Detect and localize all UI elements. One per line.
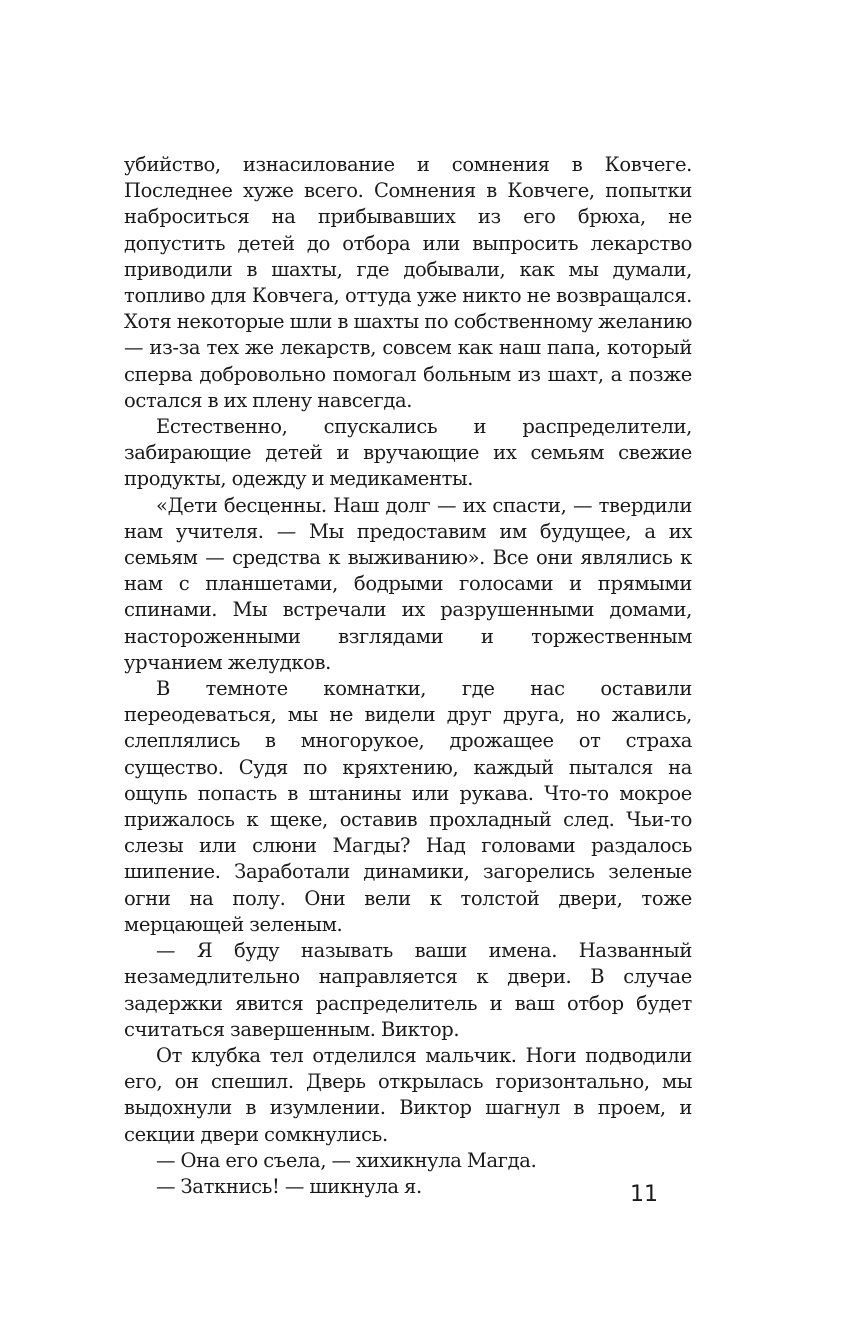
paragraph: — Она его съела, — хихикнула Магда. bbox=[156, 1148, 537, 1172]
paragraph: От клубка тел отделился мальчик. Ноги подводили его, он спешил. Дверь открылась горизонтально, мы выдохнули в изумлении. Виктор шагнул в проем, и секции двери сомкнулись. bbox=[124, 1043, 692, 1146]
paragraph: В темноте комнатки, где нас оставили переодеваться, мы не видели друг друга, но жались, слеплялись в многорукое, дрожащее от страха существо. Судя по кряхтению, каждый пытался на ощупь попасть в штанины или рукава. Что-то мокрое прижалось к щеке, оставив прохладный след. Чьи-то слезы или слюни Магды? Над головами раздалось шипение. Заработали динамики, загорелись зеленые огни на полу. Они вели к толстой двери, тоже мерцающей зеленым. bbox=[124, 677, 692, 936]
paragraph: Естественно, спускались и распределители, забирающие детей и вручающие их семьям свежие продукты, одежду и медикаменты. bbox=[124, 415, 692, 491]
paragraph: убийство, изнасилование и сомнения в Ковчеге. Последнее хуже всего. Сомнения в Ковчеге, попытки наброситься на прибывавших из его брюха, не допустить детей до отбора или выпросить лекарство приводили в шахты, где добывали, как мы думали, топливо для Ковчега, оттуда уже никто не возвращался. Хотя некоторые шли в шахты по собственному желанию — из-за тех же лекарств, совсем как наш папа, который сперва добровольно помогал больным из шахт, а позже остался в их плену навсегда. bbox=[124, 153, 692, 412]
paragraph: «Дети бесценны. Наш долг — их спасти, — твердили нам учителя. — Мы предоставим им будущее, а их семьям — средства к выживанию». Все они являлись к нам с планшетами, бодрыми голосами и прямыми спинами. Мы встречали их разрушенными домами, настороженными взглядами и торжественным урчанием желудков. bbox=[124, 493, 692, 674]
paragraph: — Заткнись! — шикнула я. bbox=[156, 1174, 422, 1198]
page-number: 11 bbox=[630, 1182, 658, 1207]
body-text bbox=[124, 152, 692, 1200]
paragraph: — Я буду называть ваши имена. Названный незамедлительно направляется к двери. В случае задержки явится распределитель и ваш отбор будет считаться завершенным. Виктор. bbox=[124, 939, 692, 1041]
